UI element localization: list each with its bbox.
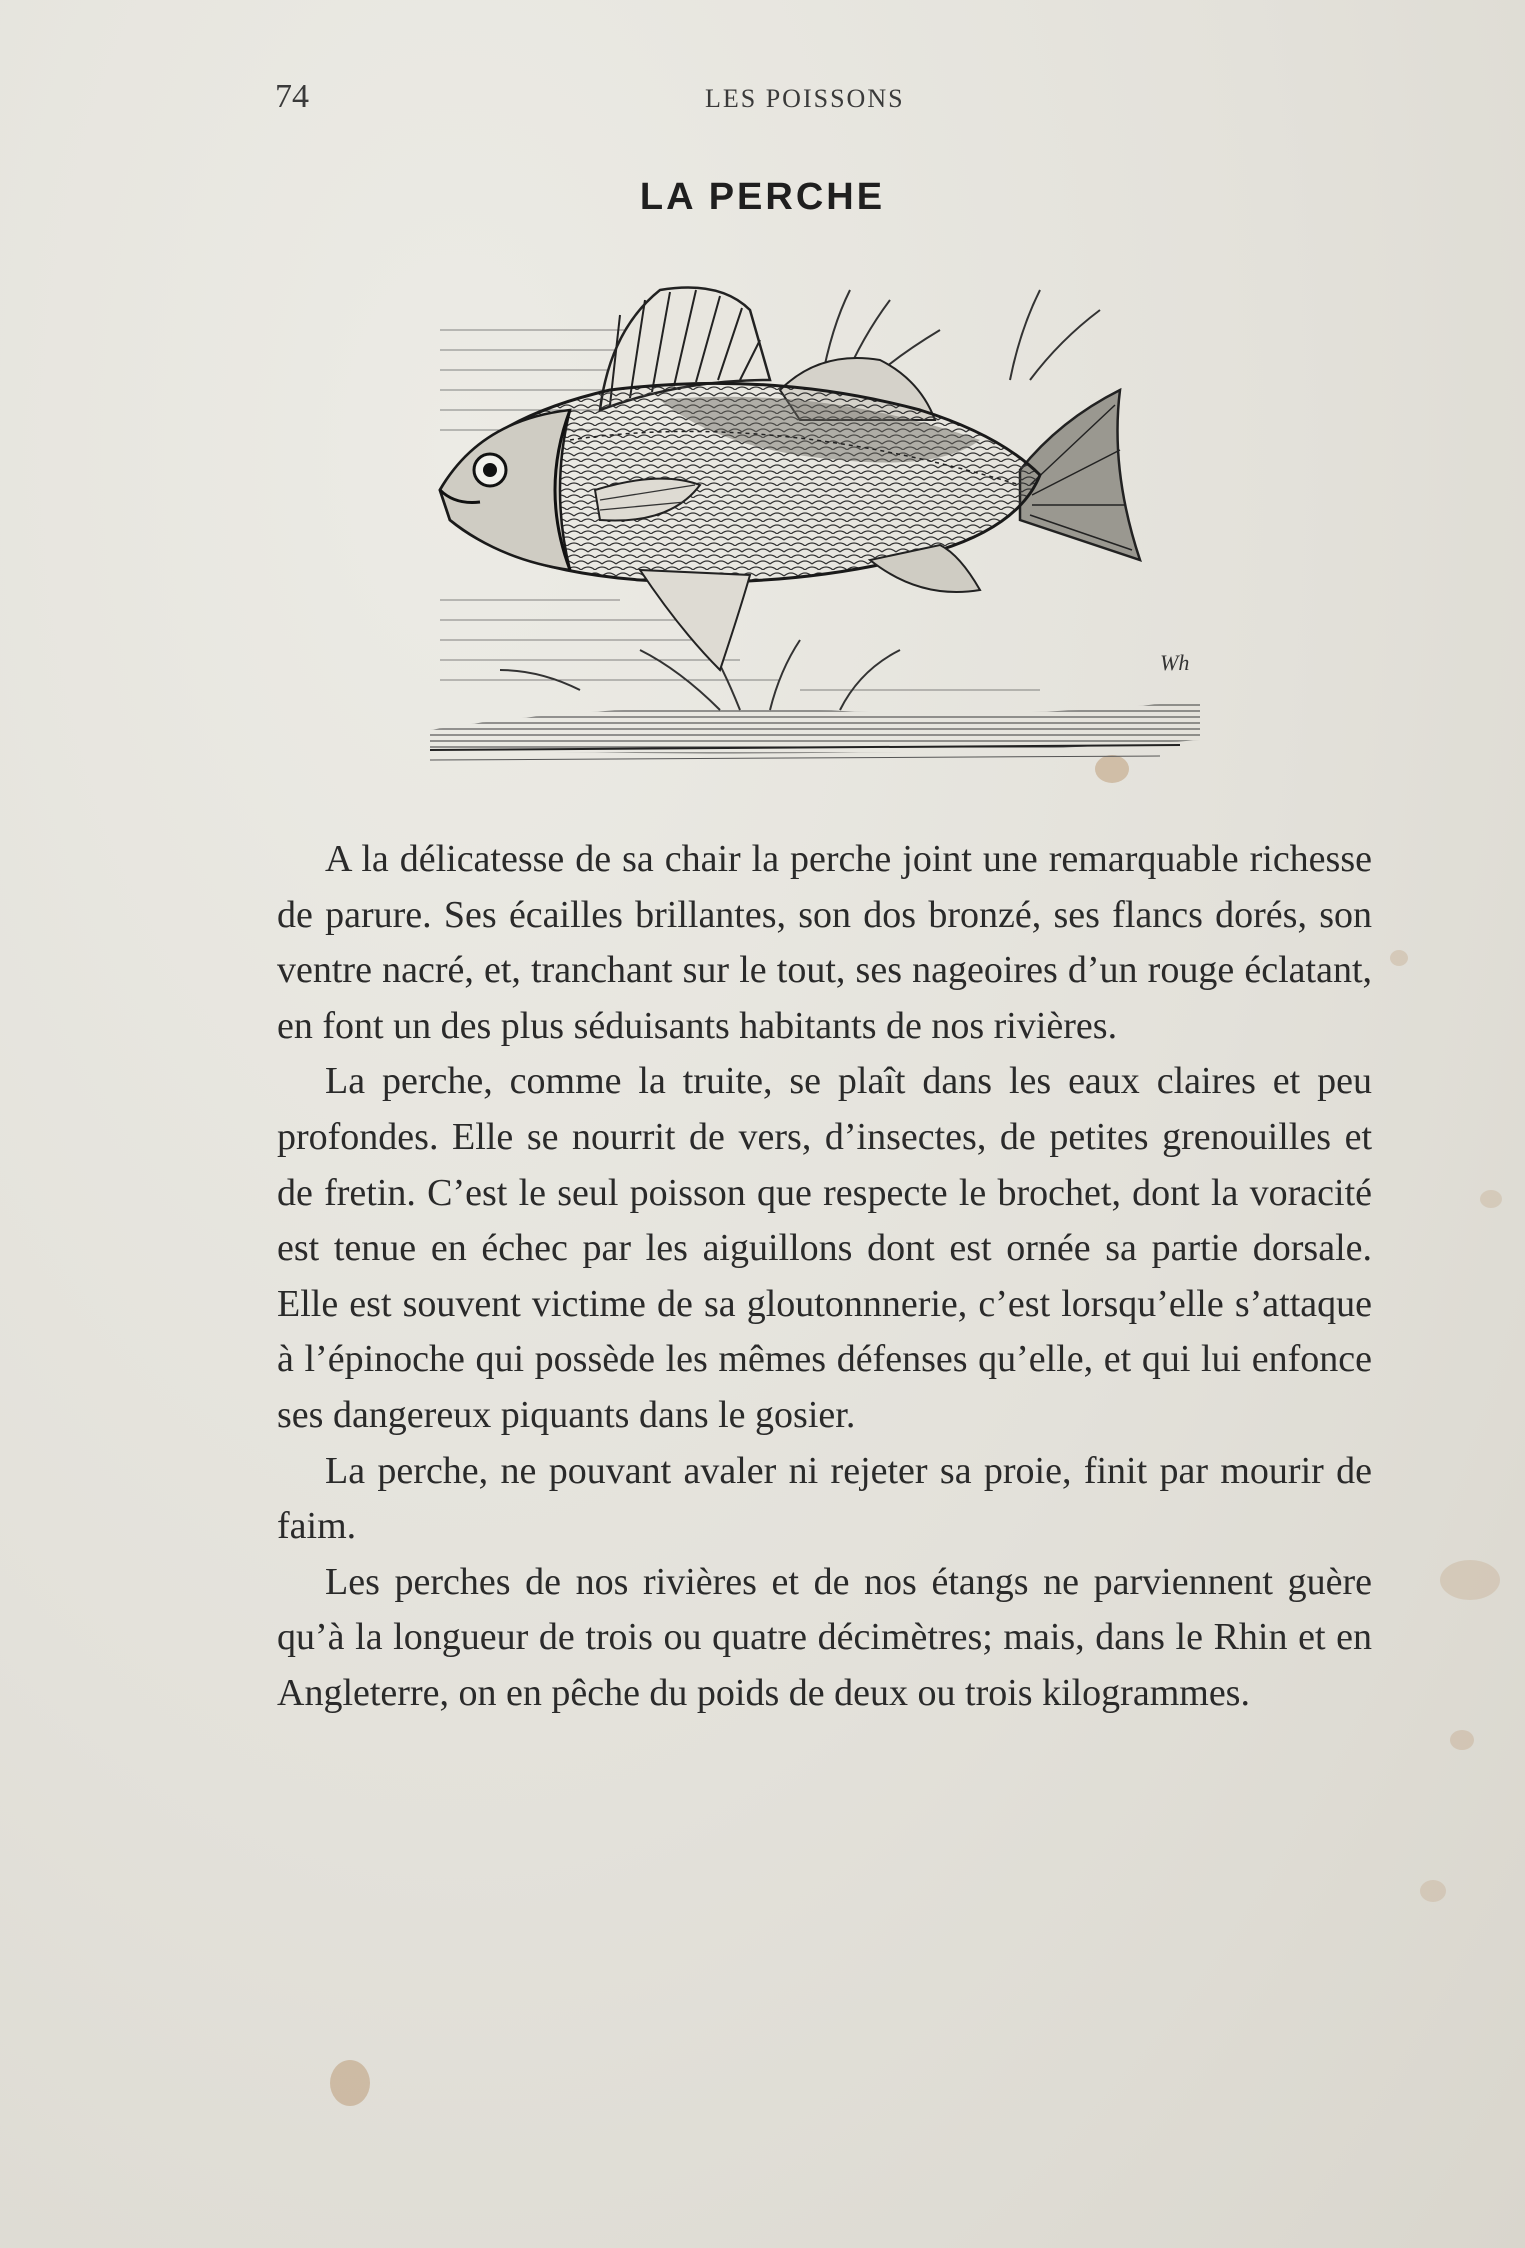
foxing-stain [1480,1190,1502,1208]
chapter-title: LA PERCHE [639,176,886,218]
foxing-stain [1450,1730,1474,1750]
paragraph: La perche, comme la truite, se plaît dans les eaux claires et peu profondes. Elle se nourrit de vers, d’insectes, de petites grenouilles et de fretin. C’est le seul poisson que respecte le brochet, dont la voracité est tenue en échec par les aiguillons dont est ornée sa partie dorsale. Elle est souvent victime de sa gloutonnnerie, c’est lorsqu’elle s’attaque à l’épinoche qui possède les mêmes défenses qu’elle, et qui lui enfonce ses dangereux piquants dans le gosier. [277,1060,1372,1436]
foxing-stain [1390,950,1408,966]
body-text [277,832,1372,1722]
foxing-stain [330,2060,370,2106]
running-title: LES POISSONS [705,84,905,113]
perch-engraving-icon [420,270,1250,780]
paragraph: Les perches de nos rivières et de nos étangs ne parviennent guère qu’à la longueur de trois ou quatre décimètres; mais, dans le Rhin et en Angleterre, on en pêche du poids de deux ou trois kilogrammes. [277,1560,1372,1714]
foxing-stain [1440,1560,1500,1600]
running-head [275,78,1375,124]
illustration-signature: Wh [1160,650,1190,675]
paragraph: La perche, ne pouvant avaler ni rejeter sa proie, finit par mourir de faim. [277,1449,1372,1548]
page-number: 74 [275,78,309,115]
perch-illustration [420,270,1250,780]
paragraph: A la délicatesse de sa chair la perche joint une remarquable richesse de parure. Ses écailles brillantes, son dos bronzé, ses flancs dorés, son ventre nacré, et, tranchant sur le tout, ses nageoires d’un rouge éclatant, en font un des plus séduisants habitants de nos rivières. [277,838,1372,1047]
foxing-stain [1420,1880,1446,1902]
